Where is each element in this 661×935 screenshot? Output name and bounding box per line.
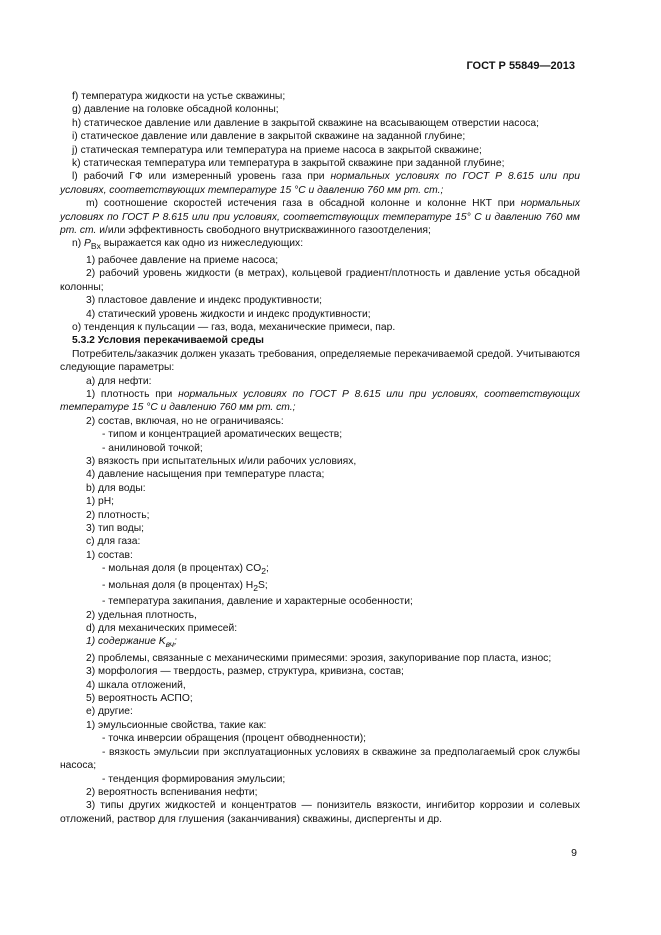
section-heading: 5.3.2 Условия перекачиваемой среды [72, 335, 264, 347]
list-item: o) тенденция к пульсации — газ, вода, механические примеси, пар. [72, 321, 396, 333]
text: - мольная доля (в процентах) H [102, 579, 254, 591]
subscript: вч [165, 639, 175, 650]
list-item: - анилиновой точкой; [102, 442, 203, 454]
list-item [60, 170, 580, 197]
text: ; [266, 563, 269, 575]
text: m) соотношение скоростей истечения газа в обсадной колонне и колонне НКТ при [86, 198, 521, 210]
list-item: 3) морфология — твердость, размер, структура, кривизна, состав; [86, 666, 404, 678]
list-item: 3) вязкость при испытательных и/или рабочих условиях, [86, 456, 357, 468]
list-item: 3) типы других жидкостей и концентратов — понизитель вязкости, ингибитор коррозии и солевых отложений, раствор для глушения (заканчивания) скважины, диспергенты и др. [60, 800, 580, 825]
list-item: 2) плотность; [86, 509, 150, 521]
paragraph: Потребитель/заказчик должен указать требования, определяемые перекачиваемой средой. Учитываются следующие параметры: [60, 348, 580, 374]
text: S; [258, 579, 268, 591]
list-item: - точка инверсии обращения (процент обводненности); [102, 733, 367, 745]
list-item: c) для газа: [86, 536, 141, 548]
text: ; [174, 636, 177, 648]
list-item: 4) давление насыщения при температуре пласта; [86, 469, 325, 481]
list-item: 2) проблемы, связанные с механическими примесями: эрозия, закупоривание пор пласта, износ; [86, 652, 552, 664]
list-item: 4) статический уровень жидкости и индекс продуктивности; [86, 308, 371, 320]
list-item: e) другие: [86, 706, 133, 718]
list-item: i) статическое давление или давление в закрытой скважине на заданной глубине; [72, 131, 466, 143]
text: 1) плотность при [86, 388, 179, 400]
list-item: 1) pH; [86, 496, 115, 508]
list-item: 1) состав: [86, 549, 133, 561]
page-number: 9 [571, 847, 577, 859]
list-item: - температура закипания, давление и характерные особенности; [102, 596, 413, 608]
symbol-p: P [84, 238, 91, 250]
list-item: 5) вероятность АСПО; [86, 693, 193, 705]
subscript: 2 [253, 582, 259, 593]
list-item [60, 579, 580, 595]
list-item: 3) пластовое давление и индекс продуктивности; [86, 295, 323, 307]
list-item: d) для механических примесей: [86, 622, 238, 634]
list-item: - типом и концентрацией ароматических веществ; [102, 429, 343, 441]
list-item: h) статическое давление или давление в закрытой скважине на всасывающем отверстии насоса; [72, 117, 540, 129]
list-item [60, 562, 580, 578]
list-item [60, 388, 580, 415]
list-item: 2) состав, включая, но не ограничиваясь: [86, 415, 284, 427]
text: l) рабочий ГФ или измеренный уровень газа при [72, 171, 331, 183]
list-item: b) для воды: [86, 482, 146, 494]
list-item: 1) рабочее давление на приеме насоса; [86, 254, 279, 266]
subscript: 2 [261, 566, 267, 577]
list-item: - вязкость эмульсии при эксплуатационных условиях в скважине за предполагаемый срок службы насоса; [60, 746, 580, 772]
text: и/или эффективность свободного внутрискважинного газоотделения; [96, 225, 431, 237]
text: n) [72, 238, 85, 250]
page-body [60, 90, 580, 826]
italic-text: нормальных условиях по ГОСТ Р 8.615 или при условиях, соответствующих температуре 15° С и давлению 760 мм рт. ст. [60, 198, 580, 237]
subscript: Bx [90, 241, 101, 252]
list-item [60, 237, 580, 253]
list-item: 2) удельная плотность, [86, 609, 197, 621]
list-item: f) температура жидкости на устье скважины; [72, 91, 286, 102]
list-item [60, 197, 580, 237]
italic-text: нормальных условиях по ГОСТ Р 8.615 или при условиях, соответствующих температуре 15 °С и давлению 760 мм рт. ст.; [60, 388, 580, 414]
list-item: 1) эмульсионные свойства, такие как: [86, 719, 267, 731]
text: 1) содержание K [86, 636, 166, 648]
list-item: 2) вероятность вспенивания нефти; [86, 786, 258, 798]
list-item: j) статическая температура или температура на приеме насоса в закрытой скважине; [72, 144, 482, 156]
text: - мольная доля (в процентах) CO [102, 563, 262, 575]
document-number: ГОСТ Р 55849—2013 [466, 60, 575, 72]
italic-text: нормальных условиях по ГОСТ Р 8.615 или при условиях, соответствующих температуре 15 °С и давлению 760 мм рт. ст.; [60, 171, 580, 196]
list-item: 3) тип воды; [86, 523, 145, 535]
list-item: 2) рабочий уровень жидкости (в метрах), кольцевой градиент/плотность и давление устья обсадной колонны; [60, 268, 580, 293]
list-item: g) давление на головке обсадной колонны; [72, 104, 279, 116]
list-item: k) статическая температура или температура в закрытой скважине при заданной глубине; [72, 158, 505, 170]
list-item: a) для нефти: [86, 375, 152, 387]
list-item: - тенденция формирования эмульсии; [102, 773, 286, 785]
list-item [60, 635, 580, 651]
text: выражается как одно из нижеследующих: [100, 238, 304, 250]
list-item: 4) шкала отложений, [86, 679, 186, 691]
